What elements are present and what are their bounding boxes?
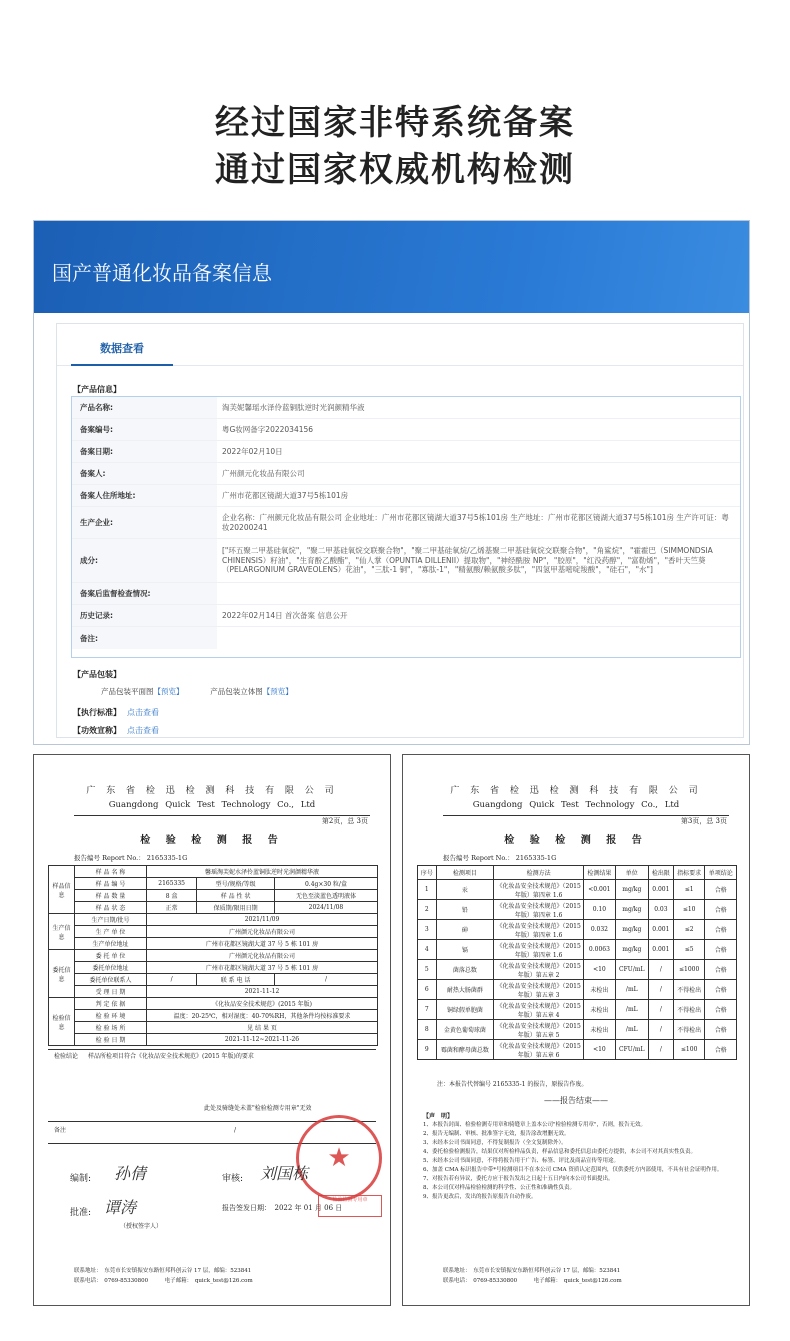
info-row	[72, 627, 740, 649]
sample-info-row	[49, 974, 378, 986]
cell: 未检出	[584, 1020, 616, 1040]
cell: mg/kg	[615, 900, 648, 920]
standard-view-link[interactable]: 点击查看	[127, 708, 159, 717]
cell: 2021-11-12	[147, 986, 378, 998]
cell: 合格	[705, 1040, 737, 1060]
declaration-item: 5、未经本公司书面同意，不得将报告用于广告、标签、评比及商品宣传等用途。	[423, 1158, 620, 1164]
cell: 0.10	[584, 900, 616, 920]
section-claim-label: 【功效宣称】	[73, 726, 121, 735]
info-row	[72, 583, 740, 605]
info-row-value	[222, 627, 734, 649]
tab-data-view[interactable]: 数据查看	[71, 324, 173, 366]
info-row-label: 备案人住所地址:	[72, 485, 217, 506]
cell: /mL	[615, 980, 648, 1000]
declaration-item: 3、未经本公司书面同意，不得复制报告（全文复制除外）。	[423, 1140, 567, 1146]
info-row-value: ["环五聚二甲基硅氧烷"，"聚二甲基硅氧烷交联聚合物"，"聚二甲基硅氧烷/乙烯基聚二甲基硅氧烷交联聚合物"，"角鲨烷"，"霍霍巴（SIMMONDSIA CHINENSIS）籽油"，"生育酚乙酸酯"，"仙人掌（OPUNTIA DILLENII）提取物"，"神经酰胺 NP"，"胶原"，"红没药醇"，"富勒烯"，"香叶天竺葵（PELARGONIUM GRAVEOLENS）花油"，"三肽-1 铜"，"寡肽-1"，"精氨酸/赖氨酸多肽"，"四氢甲基嘧啶羧酸"，"硅石"，"水"]	[222, 546, 713, 575]
cell: 合格	[705, 1000, 737, 1020]
info-row	[72, 539, 740, 583]
info-row-label: 生产企业:	[72, 507, 217, 538]
report-page-number: 第2页，总 3页	[321, 817, 368, 825]
sample-info-row	[49, 986, 378, 998]
cell: 2165335	[147, 878, 197, 890]
info-row	[72, 485, 740, 507]
declaration-item: 9、报告更改后，发出的报告原报告自动作废。	[423, 1194, 537, 1200]
sample-info-table	[48, 865, 378, 1046]
cell: 无色至淡蓝色透明液体	[274, 890, 377, 902]
info-row-label: 备案编号:	[72, 419, 217, 440]
cell: 合格	[705, 920, 737, 940]
info-row-value: 淘芙妮馨瑶水泽伶蓝铜肽逆时光润颜精华液	[222, 402, 365, 412]
info-row	[72, 507, 740, 539]
cell: 0.0063	[584, 940, 616, 960]
cell: 见 结 果 页	[147, 1022, 378, 1034]
issue-date: 报告签发日期： 2022 年 01 月 06 日	[222, 1204, 343, 1212]
cell: 委 托 单 位	[75, 950, 147, 962]
info-row-label: 备案人:	[72, 463, 217, 484]
result-row	[418, 960, 737, 980]
cell: /	[648, 1020, 673, 1040]
cell: 1	[418, 880, 437, 900]
info-row-value	[222, 583, 734, 604]
info-row-label: 备案后监督检查情况:	[72, 583, 217, 604]
cell: 0.032	[584, 920, 616, 940]
result-row	[418, 1000, 737, 1020]
cell: 0.001	[648, 940, 673, 960]
cell: 广州市花都区镜湖大道 37 号 5 栋 101 房	[147, 938, 378, 950]
cell: <10	[584, 1040, 616, 1060]
cell: 保质期/限用日期	[197, 902, 275, 914]
cell: 合格	[705, 940, 737, 960]
cell: 0.4g×30 粒/盒	[274, 878, 377, 890]
cell: 《化妆品安全技术规范》（2015年版）第五章 3	[494, 980, 584, 1000]
column-header: 检出限	[648, 866, 673, 880]
cell: 受 理 日 期	[75, 986, 147, 998]
result-row	[418, 900, 737, 920]
group-label: 检验信息	[49, 998, 75, 1046]
cell: 8	[418, 1020, 437, 1040]
report-company-en: Guangdong Quick Test Technology Co., Ltd	[108, 800, 316, 810]
cell: 联 系 电 话	[197, 974, 275, 986]
section-product-info: 【产品信息】	[73, 385, 121, 394]
cell: mg/kg	[615, 920, 648, 940]
footer-contact: 联系电话： 0769-85330800 电子邮箱： quick_test@126.com	[74, 1278, 253, 1284]
info-row-label: 产品名称:	[72, 397, 217, 418]
cell: 正常	[147, 902, 197, 914]
info-row-value: 广州市花都区镜湖大道37号5栋101房	[222, 490, 349, 500]
info-row-value: 2022年02月10日	[222, 446, 283, 456]
test-results-table	[417, 865, 737, 1060]
cell: 2021-11-12~2021-11-26	[147, 1034, 378, 1046]
info-row-value: 企业名称：广州颜元化妆品有限公司 企业地址：广州市花都区镜湖大道37号5栋101房 生产地址：广州市花都区镜湖大道37号5栋101房 生产许可证：粤妆20200241	[222, 513, 729, 532]
cell: CFU/mL	[615, 960, 648, 980]
cell: 霉菌和酵母菌总数	[436, 1040, 494, 1060]
info-row	[72, 397, 740, 419]
cell: ≤100	[673, 1040, 705, 1060]
cell: ≤1	[673, 880, 705, 900]
panel-content	[56, 323, 744, 738]
cell: 检 验 场 所	[75, 1022, 147, 1034]
cell: 未检出	[584, 1000, 616, 1020]
sample-info-row	[49, 1034, 378, 1046]
info-row-label: 备注:	[72, 627, 217, 649]
cell: CFU/mL	[615, 1040, 648, 1060]
stamp-label: 检验检测专用章	[318, 1195, 382, 1217]
panel-banner	[34, 221, 749, 313]
info-row-value: 粤G妆网备字2022034156	[222, 424, 314, 434]
cell: /	[648, 1000, 673, 1020]
cell: 合格	[705, 980, 737, 1000]
package-flat-preview-link[interactable]: 【预览】	[153, 687, 184, 696]
cell: 7	[418, 1000, 437, 1020]
section-standard	[73, 707, 159, 718]
cell: 《化妆品安全技术规范》（2015年版）第四章 1.6	[494, 940, 584, 960]
report-end: ——报告结束——	[544, 1096, 608, 1105]
cell: 检 验 日 期	[75, 1034, 147, 1046]
cell: 型号/规格/等级	[197, 878, 275, 890]
signer-note: （授权签字人）	[120, 1223, 163, 1230]
cell: 未检出	[584, 980, 616, 1000]
cell: ≤5	[673, 940, 705, 960]
cell: 广州颜元化妆品有限公司	[147, 926, 378, 938]
remark-value: /	[234, 1127, 237, 1134]
sample-info-row	[49, 878, 378, 890]
panel-title: 国产普通化妆品备案信息	[52, 261, 272, 285]
sample-info-row	[49, 950, 378, 962]
footer-address: 联系地址： 东莞市长安镇振安东路恒邦科创云谷 17 层，邮编：523841	[74, 1268, 252, 1274]
cell: 《化妆品安全技术规范》（2015年版）第五章 5	[494, 1020, 584, 1040]
cell: <0.001	[584, 880, 616, 900]
column-header: 指标要求	[673, 866, 705, 880]
cell: 不得检出	[673, 980, 705, 1000]
result-row	[418, 1040, 737, 1060]
cell: 生产日期/批号	[75, 914, 147, 926]
sample-info-row	[49, 938, 378, 950]
cell: 委托单位联系人	[75, 974, 147, 986]
cell: 生 产 单 位	[75, 926, 147, 938]
column-header: 单项结论	[705, 866, 737, 880]
cell: 砷	[436, 920, 494, 940]
column-header: 单位	[615, 866, 648, 880]
cell: 8 盒	[147, 890, 197, 902]
result-row	[418, 1020, 737, 1040]
product-info-table	[71, 396, 741, 658]
report-company: 广 东 省 检 迅 检 测 科 技 有 限 公 司	[86, 786, 338, 796]
sample-info-row	[49, 902, 378, 914]
info-row	[72, 419, 740, 441]
result-row	[418, 980, 737, 1000]
cell: 铅	[436, 900, 494, 920]
cell: /	[648, 980, 673, 1000]
cell: 汞	[436, 880, 494, 900]
sample-info-row	[49, 998, 378, 1010]
sample-info-row	[49, 866, 378, 878]
declaration-item: 4、委托检验检测报告，结果仅对所检样品负责，样品信息和委托信息由委托方提供，本公司不对其真实性负责。	[423, 1149, 697, 1155]
cell: /	[147, 974, 197, 986]
cell: 合格	[705, 880, 737, 900]
cell: 3	[418, 920, 437, 940]
declaration-list	[423, 1121, 733, 1202]
cell: 《化妆品安全技术规范》（2015年版）第四章 1.6	[494, 920, 584, 940]
declaration-item: 2、报告无编制、审核、批准签字无效，报告涂改增删无效。	[423, 1131, 570, 1137]
editor-label: 编制:	[70, 1174, 92, 1184]
footer-contact: 联系电话： 0769-85330800 电子邮箱： quick_test@126.com	[443, 1278, 622, 1284]
info-row-label: 备案日期:	[72, 441, 217, 462]
sample-info-row	[49, 1022, 378, 1034]
cell: 2	[418, 900, 437, 920]
cell: 耐热大肠菌群	[436, 980, 494, 1000]
cell: /	[648, 1040, 673, 1060]
cell: 合格	[705, 900, 737, 920]
column-header: 检测结果	[584, 866, 616, 880]
cell: mg/kg	[615, 880, 648, 900]
cell: 样 品 性 状	[197, 890, 275, 902]
official-stamp: ★	[296, 1115, 382, 1201]
cell: 0.001	[648, 920, 673, 940]
claim-view-link[interactable]: 点击查看	[127, 726, 159, 735]
package-solid-preview-link[interactable]: 【预览】	[262, 687, 293, 696]
cell: 0.03	[648, 900, 673, 920]
sample-info-row	[49, 914, 378, 926]
section-standard-label: 【执行标准】	[73, 708, 121, 717]
cell: 判 定 依 据	[75, 998, 147, 1010]
cell: 金黄色葡萄球菌	[436, 1020, 494, 1040]
sample-info-row	[49, 1010, 378, 1022]
cell: 9	[418, 1040, 437, 1060]
cell: /mL	[615, 1020, 648, 1040]
approver-label: 批准:	[70, 1208, 92, 1218]
cell: 《化妆品安全技术规范》（2015年版）第五章 4	[494, 1000, 584, 1020]
package-flat-label: 产品包装平面图	[101, 687, 154, 696]
registration-panel	[33, 220, 750, 745]
cell: 生产单位地址	[75, 938, 147, 950]
group-label: 生产信息	[49, 914, 75, 950]
cell: 样 品 编 号	[75, 878, 147, 890]
cell: ≤2	[673, 920, 705, 940]
approver-signature: 谭涛	[104, 1198, 137, 1217]
cell: 2024/11/08	[274, 902, 377, 914]
cell: <10	[584, 960, 616, 980]
info-row-label: 成分:	[72, 539, 217, 582]
column-header: 检测方法	[494, 866, 584, 880]
cell: 不得检出	[673, 1020, 705, 1040]
report-company: 广 东 省 检 迅 检 测 科 技 有 限 公 司	[450, 786, 702, 796]
result-row	[418, 940, 737, 960]
declaration-item: 7、对报告若有异议，委托方应于报告发出之日起十五日内向本公司书面提出。	[423, 1176, 614, 1182]
cell: 样 品 名 称	[75, 866, 147, 878]
declaration-title: 【声 明】	[423, 1113, 454, 1120]
cell: ≤1000	[673, 960, 705, 980]
cell: 2021/11/09	[147, 914, 378, 926]
cell: /mL	[615, 1000, 648, 1020]
cell: 样 品 数 量	[75, 890, 147, 902]
cell: 《化妆品安全技术规范》（2015年版）第四章 1.6	[494, 880, 584, 900]
report-page-number: 第3页，总 3页	[680, 817, 727, 825]
footer-address: 联系地址： 东莞市长安镇振安东路恒邦科创云谷 17 层，邮编：523841	[443, 1268, 621, 1274]
report-note: 注：本报告代替编号 2165335-1 的报告，原报告作废。	[437, 1081, 588, 1088]
editor-signature: 孙倩	[114, 1164, 147, 1183]
cell: 4	[418, 940, 437, 960]
tab-bar	[57, 324, 743, 366]
group-label: 样品信息	[49, 866, 75, 914]
section-package: 【产品包装】	[73, 670, 121, 679]
sample-info-row	[49, 890, 378, 902]
conclusion-text: 样品所检项目符合《化妆品安全技术规范》(2015 年版)的要求	[88, 1053, 254, 1060]
info-row-value: 广州颜元化妆品有限公司	[222, 468, 305, 478]
sample-info-row	[49, 926, 378, 938]
declaration-item: 6、加盖 CMA 标识报告中带*号检测项目不在本公司 CMA 资质认定范围内，仅供委托方内部使用，不具有社会证明作用。	[423, 1167, 723, 1173]
section-claim	[73, 725, 159, 736]
result-row	[418, 880, 737, 900]
report-title: 检 验 检 测 报 告	[504, 835, 648, 846]
cell: 0.001	[648, 880, 673, 900]
package-solid-label: 产品包装立体图	[210, 687, 263, 696]
conclusion-note: 此处及骑缝处未盖"检验检测专用章"无效	[204, 1105, 312, 1112]
cell: /	[648, 960, 673, 980]
info-row	[72, 605, 740, 627]
declaration-item: 8、本公司仅对样品检验检测的科学性、公正性和准确性负责。	[423, 1185, 576, 1191]
info-row-label: 历史记录:	[72, 605, 217, 626]
result-row	[418, 920, 737, 940]
cell: 5	[418, 960, 437, 980]
cell: 合格	[705, 960, 737, 980]
cell: 镉	[436, 940, 494, 960]
package-row	[101, 686, 501, 697]
report-number: 报告编号 Report No.： 2165335-1G	[74, 854, 188, 862]
test-report-page-3	[402, 754, 750, 1306]
cell: 合格	[705, 1020, 737, 1040]
sample-info-row	[49, 962, 378, 974]
cell: 铜绿假单胞菌	[436, 1000, 494, 1020]
cell: 《化妆品安全技术规范》（2015年版）第五章 6	[494, 1040, 584, 1060]
cell: 温度：20-25℃，相对湿度：40-70%RH，其他条件均按标准要求	[147, 1010, 378, 1022]
cell: 广州市花都区镜湖大道 37 号 5 栋 101 房	[147, 962, 378, 974]
column-header: 序号	[418, 866, 437, 880]
report-company-en: Guangdong Quick Test Technology Co., Ltd	[472, 800, 680, 810]
test-report-page-2	[33, 754, 391, 1306]
headline-line1: 经过国家非特系统备案	[215, 103, 575, 143]
report-title: 检 验 检 测 报 告	[140, 835, 284, 846]
report-number: 报告编号 Report No.： 2165335-1G	[443, 854, 557, 862]
cell: 检 验 环 境	[75, 1010, 147, 1022]
info-row-value: 2022年02月14日 首次备案 信息公开	[222, 610, 348, 620]
cell: mg/kg	[615, 940, 648, 960]
info-row	[72, 441, 740, 463]
cell: /	[274, 974, 377, 986]
cell: 委托单位地址	[75, 962, 147, 974]
conclusion-label: 检验结论	[54, 1053, 79, 1060]
reviewer-label: 审核:	[222, 1174, 244, 1184]
cell: 馨瑶淘芙妮水泽伶蓝铜肽逆时光润颜精华液	[147, 866, 378, 878]
cell: 《化妆品安全技术规范》（2015年版）第五章 2	[494, 960, 584, 980]
cell: 《化妆品安全技术规范》（2015年版）第四章 1.6	[494, 900, 584, 920]
declaration-item: 1、本报告封面、检验检测专用章和骑缝章上盖本公司"检验检测专用章"，否则，报告无效。	[423, 1122, 647, 1128]
column-header: 检测项目	[436, 866, 494, 880]
cell: 广州颜元化妆品有限公司	[147, 950, 378, 962]
cell: 不得检出	[673, 1000, 705, 1020]
cell: 《化妆品安全技术规范》(2015 年版)	[147, 998, 378, 1010]
headline-line2: 通过国家权威机构检测	[215, 150, 575, 190]
info-row	[72, 463, 740, 485]
cell: 菌落总数	[436, 960, 494, 980]
remark-label: 备注	[54, 1127, 67, 1134]
cell: 6	[418, 980, 437, 1000]
cell: ≤10	[673, 900, 705, 920]
cell: 样 品 状 态	[75, 902, 147, 914]
group-label: 委托信息	[49, 950, 75, 998]
reviewer-signature: 刘国栋	[260, 1164, 309, 1183]
